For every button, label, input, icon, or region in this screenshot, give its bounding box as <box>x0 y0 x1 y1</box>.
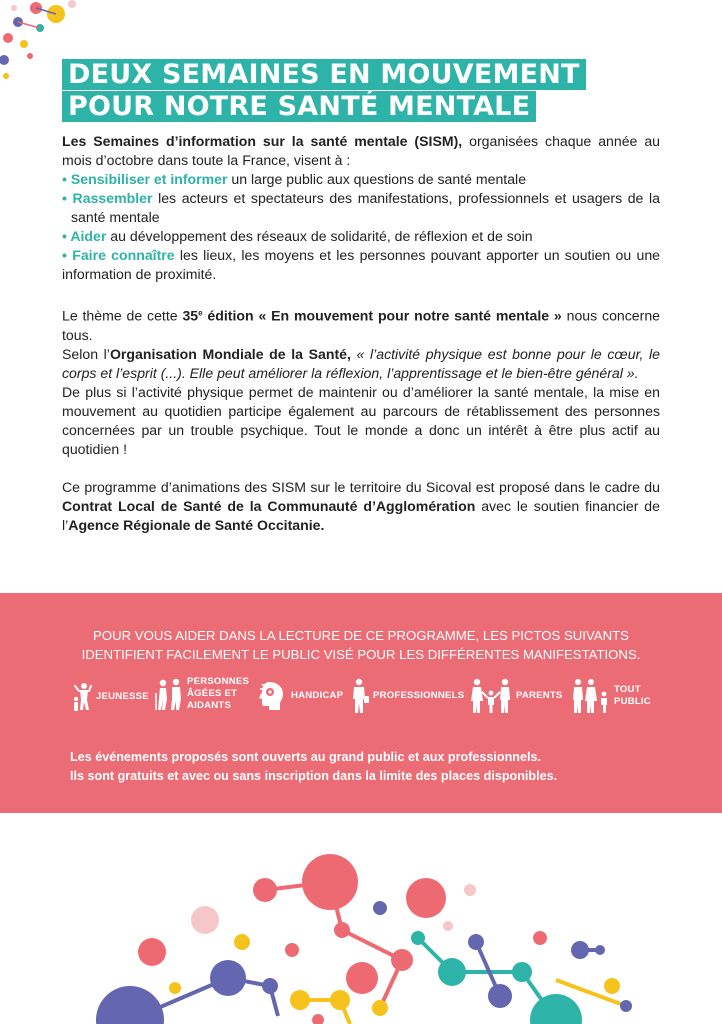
theme-paragraph: Le thème de cette 35e édition « En mouvement pour notre santé mentale » nous concerne tous. <box>62 307 661 343</box>
picto-parents: PARENTS <box>470 678 563 714</box>
bullet-item: • Rassembler les acteurs et spectateurs des manifestations, professionnels et usagers de la santé mentale <box>62 190 660 225</box>
intro-text <box>62 132 660 535</box>
bullet-item: • Aider au développement des réseaux de solidarité, de réflexion et de soin <box>62 228 533 244</box>
title-line-2: POUR NOTRE SANTÉ MENTALE <box>62 91 536 122</box>
handicap-icon <box>257 680 287 712</box>
parents-icon <box>470 678 512 714</box>
oms-paragraph: Selon l’Organisation Mondiale de la Santé, « l’activité physique est bonne pour le cœur, le corps et l’esprit (...). Elle peut améliorer la réflexion, l’apprentissage et le bien-être général ». <box>62 345 660 381</box>
access-note: Les événements proposés sont ouverts au grand public et aux professionnels. Ils sont gratuits et avec ou sans inscription dans la limite des places disponibles. <box>70 750 558 783</box>
picto-legend <box>0 674 722 722</box>
intro-paragraph: Les Semaines d’information sur la santé mentale (SISM), organisées chaque année au mois d’octobre dans toute la France, visent à : <box>62 133 660 168</box>
all-public-icon <box>572 678 610 714</box>
plus-paragraph: De plus si l’activité physique permet de maintenir ou d’améliorer la santé mentale, la mise en mouvement au quotidien participe également au parcours de rétablissement des personnes concernées par un trouble psychique. Tout le monde a donc un intérêt à être plus actif au quotidien ! <box>62 383 660 457</box>
professional-icon <box>351 678 369 714</box>
programme-paragraph: Ce programme d’animations des SISM sur le territoire du Sicoval est proposé dans le cadre du Contrat Local de Santé de la Communauté d’Agglomération avec le soutien financier de l’Agence Régionale de Santé Occitanie. <box>62 478 660 533</box>
picto-handicap: HANDICAP <box>257 680 343 712</box>
bullet-item: • Sensibiliser et informer un large public aux questions de santé mentale <box>62 171 527 187</box>
sism-name: Les Semaines d’information sur la santé mentale (SISM), <box>62 133 463 149</box>
decorative-network <box>0 830 722 1024</box>
picto-personnes-agees: PERSONNES ÂGÉES ET AIDANTS <box>155 676 249 712</box>
elderly-caregiver-icon <box>155 677 183 711</box>
picto-legend-intro: POUR VOUS AIDER DANS LA LECTURE DE CE PROGRAMME, LES PICTOS SUIVANTS IDENTIFIENT FACILEMENT LE PUBLIC VISÉ POUR LES DIFFÉRENTES MANIFESTATIONS. <box>81 628 641 662</box>
picto-tout-public: TOUT PUBLIC <box>572 678 651 714</box>
picto-professionnels: PROFESSIONNELS <box>351 678 464 714</box>
title-line-1: DEUX SEMAINES EN MOUVEMENT <box>62 59 586 90</box>
jeunesse-icon <box>72 682 92 712</box>
bullet-item: • Faire connaître les lieux, les moyens et les personnes pouvant apporter un soutien ou une information de proximité. <box>62 247 660 282</box>
page-title <box>62 59 586 122</box>
picto-jeunesse: JEUNESSE <box>72 682 149 712</box>
